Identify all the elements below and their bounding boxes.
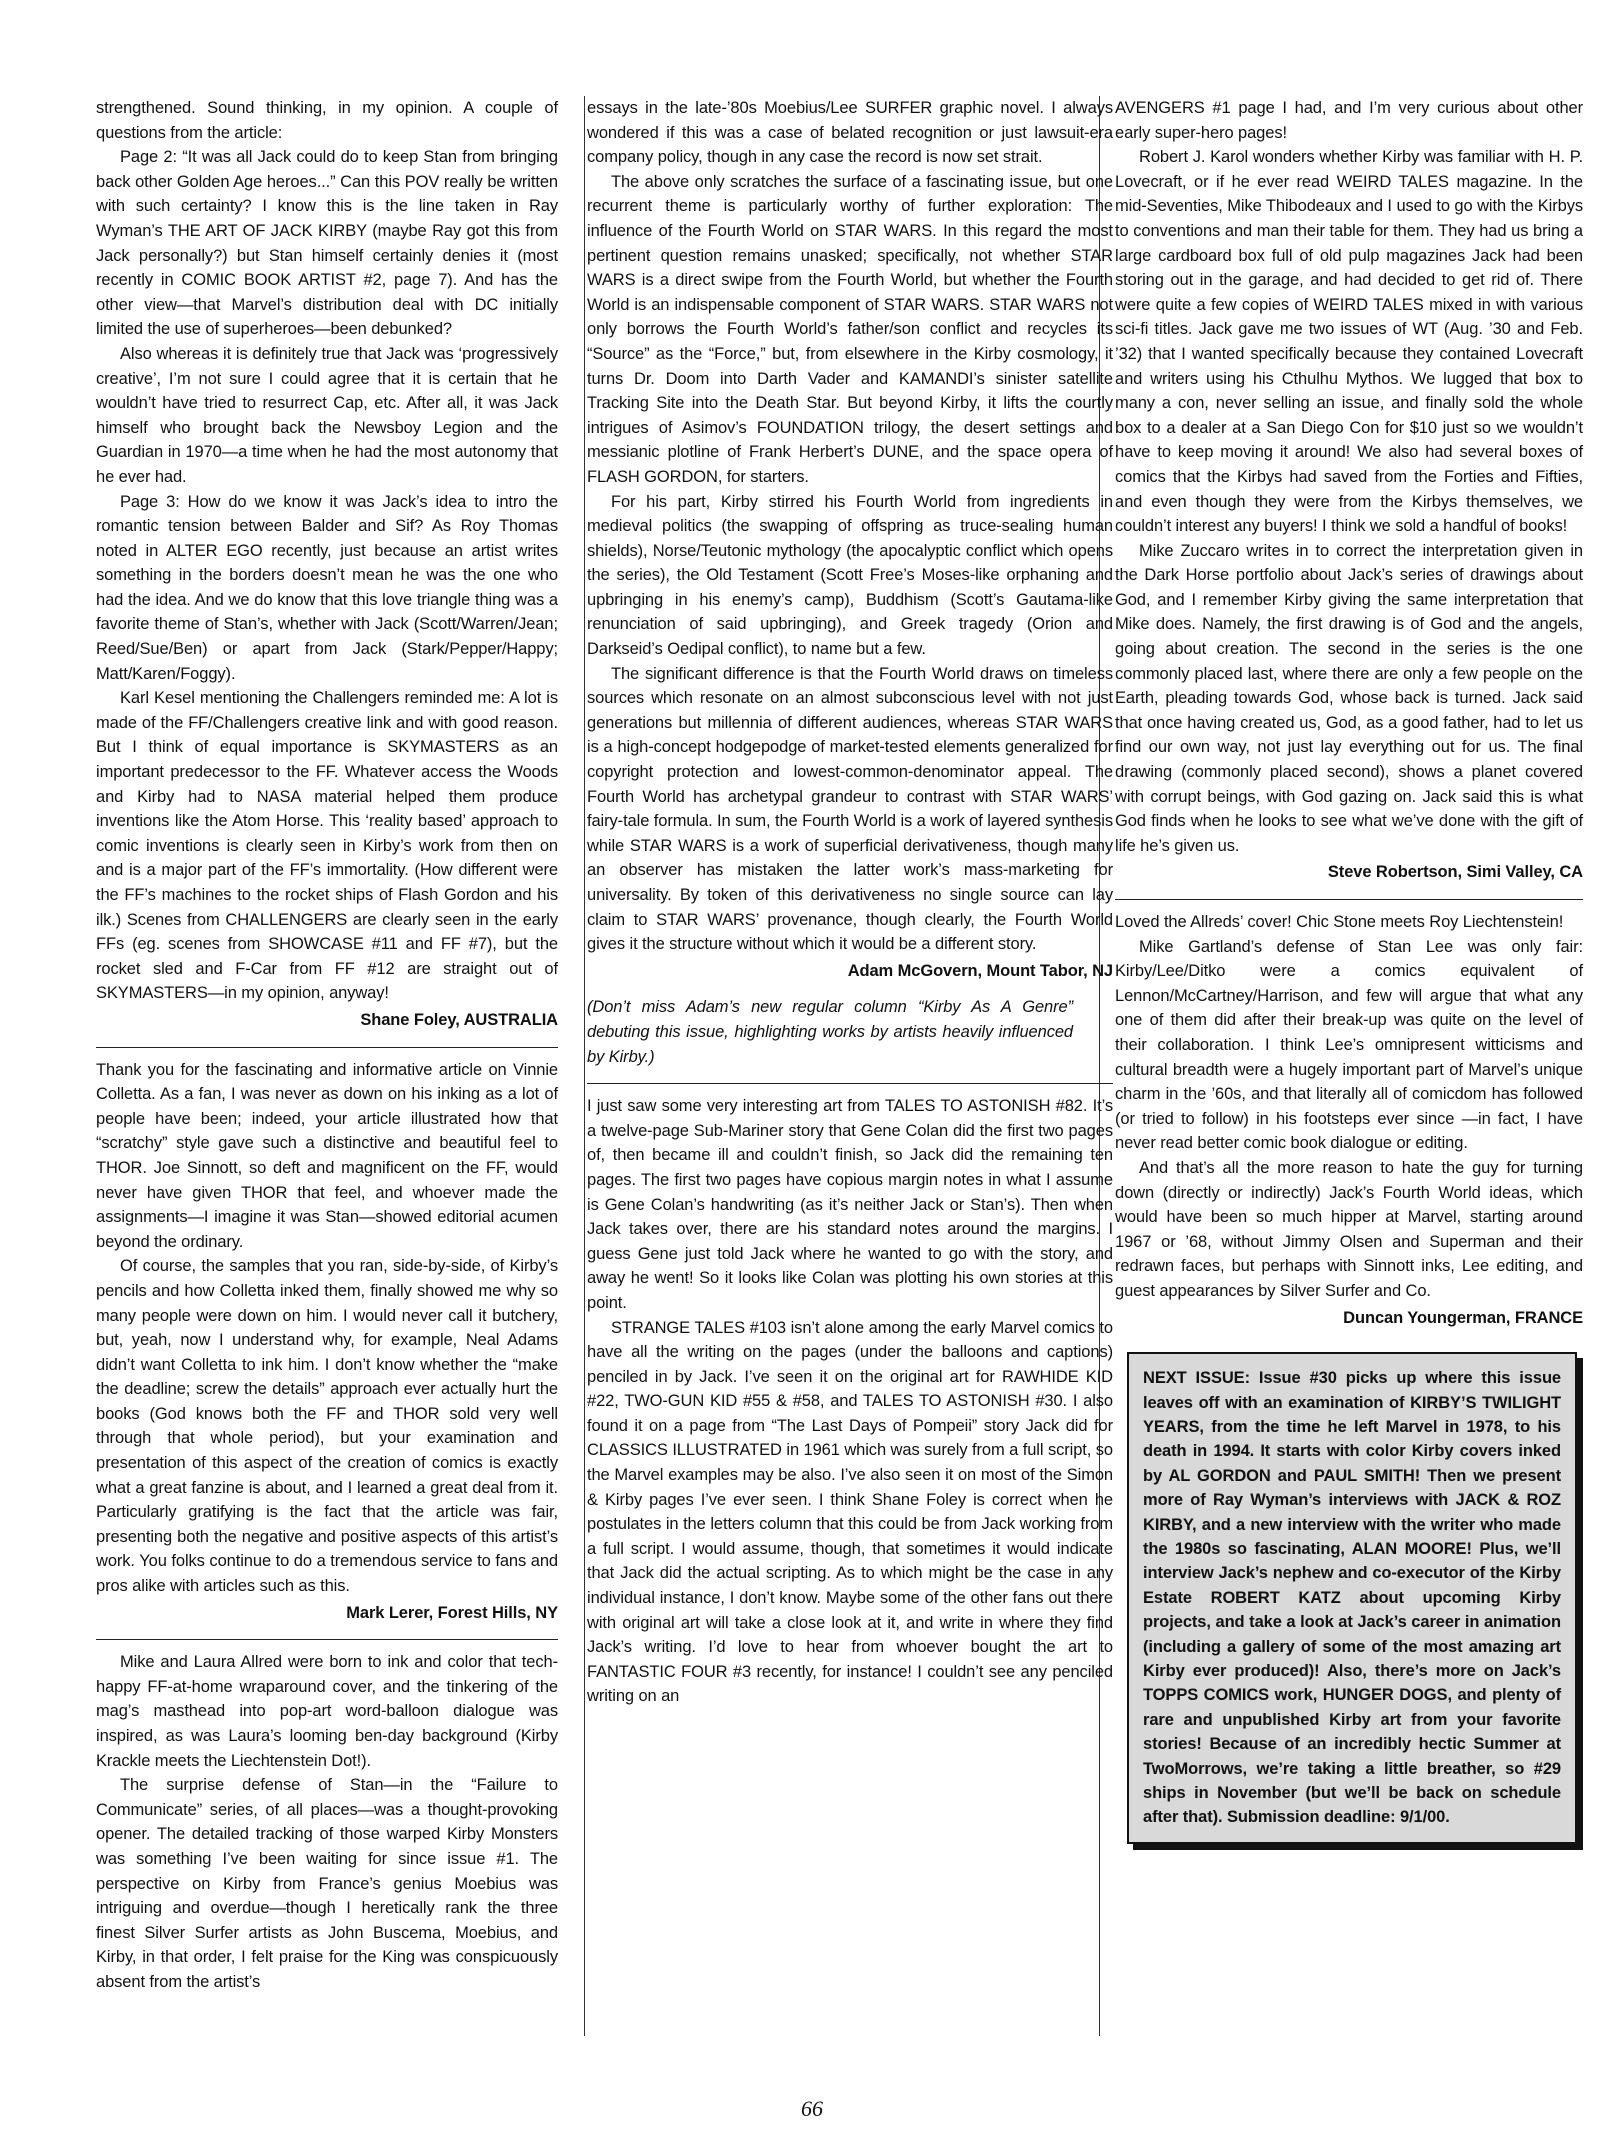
paragraph: Mike and Laura Allred were born to ink and color that tech-happy FF-at-home wraparound cover, and the tinkering of the mag’s masthead into pop-art word-balloon dialogue was inspired, as was Laura’s looming ben-day background (Kirby Krackle meets the Liechtenstein Dot!).: [96, 1653, 558, 1770]
paragraph: For his part, Kirby stirred his Fourth World from ingredients in medieval politics (the swapping of offspring as truce-sealing human shields), Norse/Teutonic mythology (the apocalyptic conflict which opens the series), the Old Testament (Scott Free’s Moses-like orphaning and upbringing in his enemy’s camp), Buddhism (Scott’s Gautama-like renunciation of said upbringing), and Greek tragedy (Orion and Darkseid’s Oedipal conflict), to name but a few.: [587, 492, 1113, 659]
paragraph: Loved the Allreds’ cover! Chic Stone meets Roy Liechtenstein!: [1115, 913, 1564, 931]
column-3: [1115, 96, 1583, 1844]
letter-separator: [96, 1047, 558, 1048]
letter-signature: Steve Robertson, Simi Valley, CA: [1327, 863, 1583, 882]
letter-shane-foley: [96, 96, 558, 1033]
column-2: [587, 96, 1113, 1709]
paragraph: The significant difference is that the Fourth World draws on timeless sources which resonate on an almost subconscious level with not just generations but millennia of different audiences, whereas STAR WARS is a high-concept hodgepodge of market-tested elements generalized for copyright protection and lowest-common-denominator appeal. The Fourth World has archetypal grandeur to contrast with STAR WARS’ fairy-tale formula. In sum, the Fourth World is a work of layered synthesis while STAR WARS is a work of superficial derivativeness, though many an observer has mistaken the latter work’s mass-marketing for universality. By token of this derivativeness no single source can lay claim to STAR WARS’ provenance, though clearly, the Fourth World gives it the structure without which it would be a different story.: [587, 664, 1113, 954]
paragraph: Karl Kesel mentioning the Challengers reminded me: A lot is made of the FF/Challengers creative link and with good reason. But I think of equal importance is SKYMASTERS as an important predecessor to the FF. Whatever access the Woods and Kirby had to NASA material helped them produce inventions like the Atom Horse. This ‘reality based’ approach to comic inventions is clearly seen in Kirby’s work from then on and is a major part of the FF’s immortality. (How different were the FF’s machines to the rocket ships of Flash Gordon and his ilk.) Scenes from CHALLENGERS are clearly seen in the early FFs (eg. scenes from SHOWCASE #11 and FF #7), but the rocket sled and F-Car from FF #12 are straight out of SKYMASTERS—in my opinion, anyway!: [96, 689, 558, 1003]
paragraph: The surprise defense of Stan—in the “Failure to Communicate” series, of all places—was a thought-provoking opener. The detailed tracking of those warped Kirby Monsters was something I’ve been waiting for since issue #1. The perspective on Kirby from France’s genius Moebius was intriguing and overdue—though I heretically rank the three finest Silver Surfer artists as John Buscema, Moebius, and Kirby, in that order, I felt praise for the King was conspicuously absent from the artist’s: [96, 1776, 558, 1991]
column-divider: [584, 96, 585, 2036]
letter-mark-lerer: [96, 1058, 558, 1626]
letter-separator: [587, 1083, 1113, 1084]
next-issue-text: NEXT ISSUE: Issue #30 picks up where this issue leaves off with an examination of KIRBY’S TWILIGHT YEARS, from the time he left Marvel in 1978, to his death in 1994. It starts with color Kirby covers inked by AL GORDON and PAUL SMITH! Then we present more of Ray Wyman’s interviews with JACK & ROZ KIRBY, and a new interview with the writer who made the 1980s so fascinating, ALAN MOORE! Plus, we’ll interview Jack’s nephew and co-executor of the Kirby Estate ROBERT KATZ about upcoming Kirby projects, and take a look at Jack’s career in animation (including a gallery of some of the most amazing art Kirby ever produced)! Also, there’s more on Jack’s TOPPS COMICS work, HUNGER DOGS, and plenty of rare and unpublished Kirby art from your favorite stories! Because of an incredibly hectic Summer at TwoMorrows, we’re taking a little breather, so #29 ships in November (but we’ll be back on schedule after that). Submission deadline: 9/1/00.: [1143, 1369, 1561, 1827]
paragraph: Robert J. Karol wonders whether Kirby was familiar with H. P. Lovecraft, or if he ever read WEIRD TALES magazine. In the mid-Seventies, Mike Thibodeaux and I used to go with the Kirbys to conventions and man their table for them. They had us bring a large cardboard box full of old pulp magazines Jack had been storing out in the garage, and had decided to get rid of. There were quite a few copies of WEIRD TALES mixed in with various sci-fi titles. Jack gave me two issues of WT (Aug. ’30 and Feb. ’32) that I wanted specifically because they contained Lovecraft and writers using his Cthulhu Mythos. We lugged that box to many a con, never selling an issue, and finally sold the whole box to a dealer at a San Diego Con for $10 just so we wouldn’t have to keep moving it around! We also had several boxes of comics that the Kirbys had saved from the Forties and Fifties, and even though they were from the Kirbys themselves, we couldn’t interest any buyers! I think we sold a handful of books!: [1115, 148, 1583, 536]
letter-steve-robertson: [587, 1094, 1113, 1709]
paragraph: Page 3: How do we know it was Jack’s idea to intro the romantic tension between Balder and Sif? As Roy Thomas noted in ALTER EGO recently, just because an artist writes something in the borders doesn’t mean he was the one who had the idea. And we do know that this love triangle thing was a favorite theme of Stan’s, whether with Jack (Scott/Warren/Jean; Reed/Sue/Ben) or apart from Jack (Stark/Pepper/Happy; Matt/Karen/Foggy).: [96, 492, 558, 683]
paragraph: STRANGE TALES #103 isn’t alone among the early Marvel comics to have all the writing on the pages (under the balloons and captions) penciled in by Jack. I’ve seen it on the original art for RAWHIDE KID #22, TWO-GUN KID #55 & #58, and TALES TO ASTONISH #30. I also found it on a page from “The Last Days of Pompeii” story Jack did for CLASSICS ILLUSTRATED in 1961 which was surely from a full script, so the Marvel examples may be also. I’ve also seen it on most of the Simon & Kirby pages I’ve ever seen. I think Shane Foley is correct when he postulates in the letters column that this could be from Jack working from a full script. I would assume, though, that sometimes it would indicate that Jack did the actual scripting. As to which might be the case in any individual instance, I don’t know. Maybe some of the other fans out there with original art will take a close look at it, and write in where they find Jack’s writing. I’d love to hear from whoever bought the art to FANTASTIC FOUR #3 recently, for instance! I couldn’t see any penciled writing on an: [587, 1318, 1113, 1706]
next-issue-box: [1127, 1352, 1577, 1844]
letter-signature: Duncan Youngerman, FRANCE: [1343, 1308, 1583, 1327]
letter-adam-mcgovern: [96, 1650, 558, 1994]
letter-separator: [1115, 899, 1583, 900]
letter-adam-mcgovern-continued: [587, 96, 1113, 1069]
letter-steve-robertson-continued: [1115, 96, 1583, 885]
paragraph: Of course, the samples that you ran, side-by-side, of Kirby’s pencils and how Colletta inked them, finally showed me why so many people were down on him. I would never call it butchery, but, yeah, now I understand why, for example, Neal Adams didn’t want Colletta to ink him. I don’t know whether the “make the deadline; screw the details” approach ever actually hurt the books (God knows both the FF and THOR sold very well through that whole period), but your examination and presentation of this aspect of the creation of comics is exactly what a great fanzine is about, and I learned a great deal from it. Particularly gratifying is the fact that the article was fair, presenting both the negative and positive aspects of this artist’s work. You folks continue to do a tremendous service to fans and pros alike with articles such as this.: [96, 1257, 558, 1596]
paragraph: Mike Gartland’s defense of Stan Lee was only fair: Kirby/Lee/Ditko were a comics equivalent of Lennon/McCartney/Harrison, and few will argue that what any one of them did after their break-up was quite on the level of their collaboration. I think Lee’s omnipresent witticisms and cultural breadth were a hugely important part of Marvel’s unique charm in the ’60s, and that literally all of comicdom has followed (or tried to follow) in his footsteps ever since —in fact, I have never read better comic book dialogue or editing.: [1115, 937, 1583, 1153]
paragraph: And that’s all the more reason to hate the guy for turning down (directly or indirectly) Jack’s Fourth World ideas, which would have been so much hipper at Marvel, starting around 1967 or ’68, without Jimmy Olsen and Superman and their redrawn faces, but perhaps with Sinnott inks, Lee editing, and guest appearances by Silver Surfer and Co.: [1115, 1158, 1583, 1300]
letter-separator: [96, 1639, 558, 1640]
letter-duncan-youngerman: [1115, 910, 1583, 1330]
paragraph: Page 2: “It was all Jack could do to keep Stan from bringing back other Golden Age heroes...” Can this POV really be written with such certainty? I know this is the line taken in Ray Wyman’s THE ART OF JACK KIRBY (maybe Ray got this from Jack personally?) but Stan himself certainly denies it (most recently in COMIC BOOK ARTIST #2, page 7). And has the other view—that Marvel’s distribution deal with DC initially limited the use of superheroes—been debunked?: [96, 148, 558, 339]
paragraph: Also whereas it is definitely true that Jack was ‘progressively creative’, I’m not sure I could agree that it is certain that he wouldn’t have tried to resurrect Cap, etc. After all, it was Jack himself who brought back the Newsboy Legion and the Guardian in 1970—a time when he had the most autonomy that he ever had.: [96, 344, 558, 486]
paragraph: AVENGERS #1 page I had, and I’m very curious about other early super-hero pages!: [1115, 99, 1583, 142]
column-1: [96, 96, 558, 1995]
letter-signature: Shane Foley, AUSTRALIA: [360, 1010, 558, 1029]
editor-note: (Don’t miss Adam’s new regular column “Kirby As A Genre” debuting this issue, highlighting works by artists heavily influenced by Kirby.): [587, 998, 1073, 1066]
paragraph: The above only scratches the surface of a fascinating issue, but one recurrent theme is particularly worthy of further exploration: The influence of the Fourth World on STAR WARS. In this regard the most pertinent question remains unasked; specifically, not whether STAR WARS is a direct swipe from the Fourth World, but whether the Fourth World is an indispensable component of STAR WARS. STAR WARS not only borrows the Fourth World’s father/son conflict and recycles its “Source” as the “Force,” but, from elsewhere in the Kirby cosmology, it turns Dr. Doom into Darth Vader and KAMANDI’s sinister satellite Tracking Site into the Death Star. But beyond Kirby, it lifts the courtly intrigues of Asimov’s FOUNDATION trilogy, the desert settings and messianic plotline of Frank Herbert’s DUNE, and the space opera of FLASH GORDON, for starters.: [587, 172, 1113, 486]
paragraph: I just saw some very interesting art from TALES TO ASTONISH #82. It’s a twelve-page Sub-Mariner story that Gene Colan did the first two pages of, then became ill and couldn’t finish, so Jack did the remaining ten pages. The first two pages have copious margin notes in what I assume is Gene Colan’s handwriting (as it’s neither Jack or Stan’s). Then when Jack takes over, there are his standard notes around the margins. I guess Gene just told Jack where he wanted to go with the story, and away he went! So it looks like Colan was plotting his own stories at this point.: [587, 1097, 1113, 1312]
paragraph: essays in the late-’80s Moebius/Lee SURFER graphic novel. I always wondered if this was a case of belated recognition or just lawsuit-era company policy, though in any case the record is now set strait.: [587, 99, 1113, 167]
letter-signature: Adam McGovern, Mount Tabor, NJ: [847, 961, 1113, 980]
letter-signature: Mark Lerer, Forest Hills, NY: [346, 1603, 558, 1622]
paragraph: Thank you for the fascinating and informative article on Vinnie Colletta. As a fan, I was never as down on his inking as a lot of people have been; indeed, your article illustrated how that “scratchy” style gave such a distinctive and beautiful feel to THOR. Joe Sinnott, so deft and magnificent on the FF, would never have given THOR that feel, and whoever made the assignments—I imagine it was Stan—showed editorial acumen beyond the ordinary.: [96, 1060, 558, 1251]
paragraph: Mike Zuccaro writes in to correct the interpretation given in the Dark Horse portfolio about Jack’s series of drawings about God, and I remember Kirby giving the same interpretation that Mike does. Namely, the first drawing is of God and the angels, going about creation. The second in the series is the one commonly placed last, where there are only a few people on the Earth, pleading towards God, whose back is turned. Jack said that once having created us, God, as a good father, had to let us find our own way, not just lay everything out for us. The final drawing (commonly placed second), shows a planet covered with corrupt beings, with God gazing on. Jack said this is what God finds when he looks to see what we’ve done with the gift of life he’s given us.: [1115, 541, 1583, 855]
paragraph: strengthened. Sound thinking, in my opinion. A couple of questions from the article:: [96, 99, 558, 142]
page-number: 66: [801, 2096, 823, 2121]
